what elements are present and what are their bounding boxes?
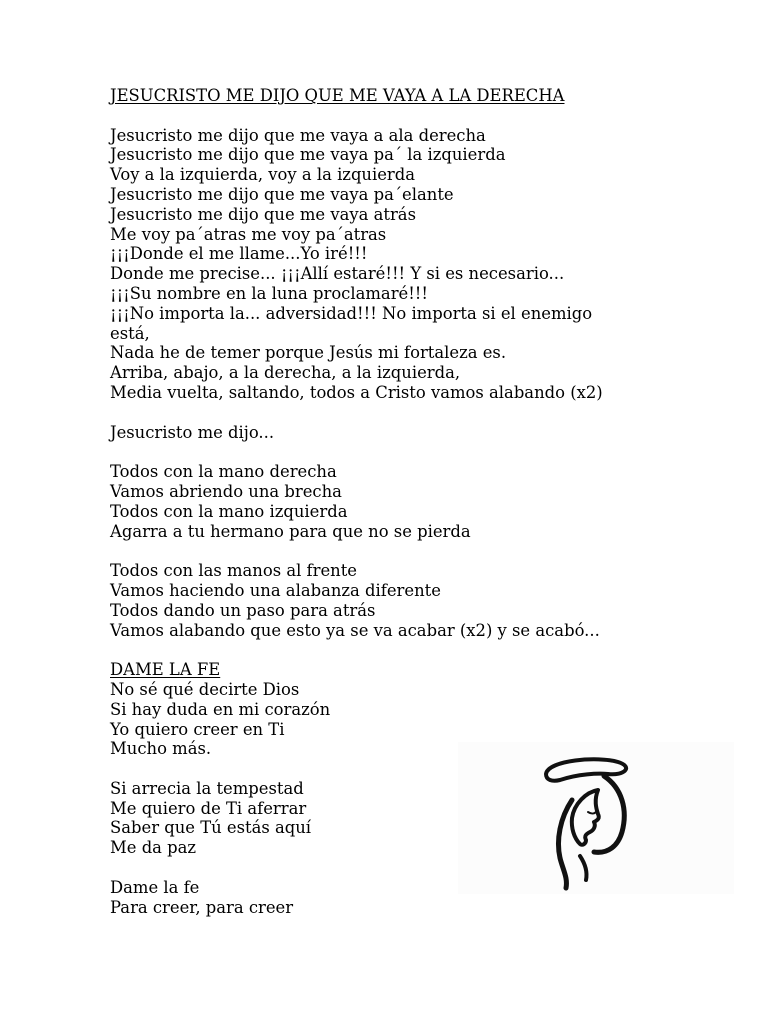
song-title: JESUCRISTO ME DIJO QUE ME VAYA A LA DERECHA: [110, 86, 565, 105]
praying-figure-image: [458, 742, 734, 894]
lyric-line: Vamos haciendo una alabanza diferente: [110, 580, 441, 600]
song-title: DAME LA FE: [110, 660, 221, 680]
lyric-line: Para creer, para creer: [110, 897, 294, 917]
lyric-line: Jesucristo me dijo que me vaya pa´ la izquierda: [110, 145, 506, 165]
lyric-line: Jesucristo me dijo que me vaya a ala derecha: [110, 125, 486, 145]
lyric-line: Jesucristo me dijo...: [110, 422, 275, 442]
lyric-line: Vamos abriendo una brecha: [110, 481, 342, 501]
praying-figure-icon: [538, 752, 658, 892]
lyric-line: No sé qué decirte Dios: [110, 679, 300, 699]
lyric-line: Todos con las manos al frente: [110, 561, 357, 581]
lyric-line: Me voy pa´atras me voy pa´atras: [110, 224, 387, 244]
song1-stanza1: [110, 126, 710, 403]
lyric-line: Todos dando un paso para atrás: [110, 600, 376, 620]
lyric-line: Jesucristo me dijo que me vaya pa´elante: [110, 184, 454, 204]
lyric-line: Media vuelta, saltando, todos a Cristo vamos alabando (x2): [110, 382, 603, 402]
lyric-line: Mucho más.: [110, 739, 212, 759]
lyric-line: Todos con la mano derecha: [110, 462, 337, 482]
lyric-line: está,: [110, 323, 150, 343]
lyric-line: ¡¡¡No importa la... adversidad!!! No importa si el enemigo: [110, 303, 593, 323]
lyric-line: Donde me precise... ¡¡¡Allí estaré!!! Y si es necesario...: [110, 264, 565, 284]
lyric-line: Nada he de temer porque Jesús mi fortaleza es.: [110, 343, 507, 363]
lyric-line: Yo quiero creer en Ti: [110, 719, 285, 739]
lyric-line: Me da paz: [110, 838, 197, 858]
lyric-line: Voy a la izquierda, voy a la izquierda: [110, 165, 416, 185]
lyric-line: Vamos alabando que esto ya se va acabar (x2) y se acabó...: [110, 620, 600, 640]
lyric-line: ¡¡¡Su nombre en la luna proclamaré!!!: [110, 283, 428, 303]
lyric-line: Si hay duda en mi corazón: [110, 699, 331, 719]
song1-stanza4: [110, 561, 710, 640]
lyric-line: Arriba, abajo, a la derecha, a la izquierda,: [110, 363, 461, 383]
lyric-line: Si arrecia la tempestad: [110, 778, 304, 798]
song1-stanza3: [110, 462, 710, 541]
lyric-line: Agarra a tu hermano para que no se pierda: [110, 521, 471, 541]
lyric-line: Me quiero de Ti aferrar: [110, 798, 307, 818]
lyric-line: Dame la fe: [110, 877, 200, 897]
lyric-line: ¡¡¡Donde el me llame...Yo iré!!!: [110, 244, 368, 264]
lyric-line: Jesucristo me dijo que me vaya atrás: [110, 204, 416, 224]
lyric-line: Todos con la mano izquierda: [110, 501, 348, 521]
song1-stanza2: [110, 423, 710, 443]
lyric-line: Saber que Tú estás aquí: [110, 818, 312, 838]
